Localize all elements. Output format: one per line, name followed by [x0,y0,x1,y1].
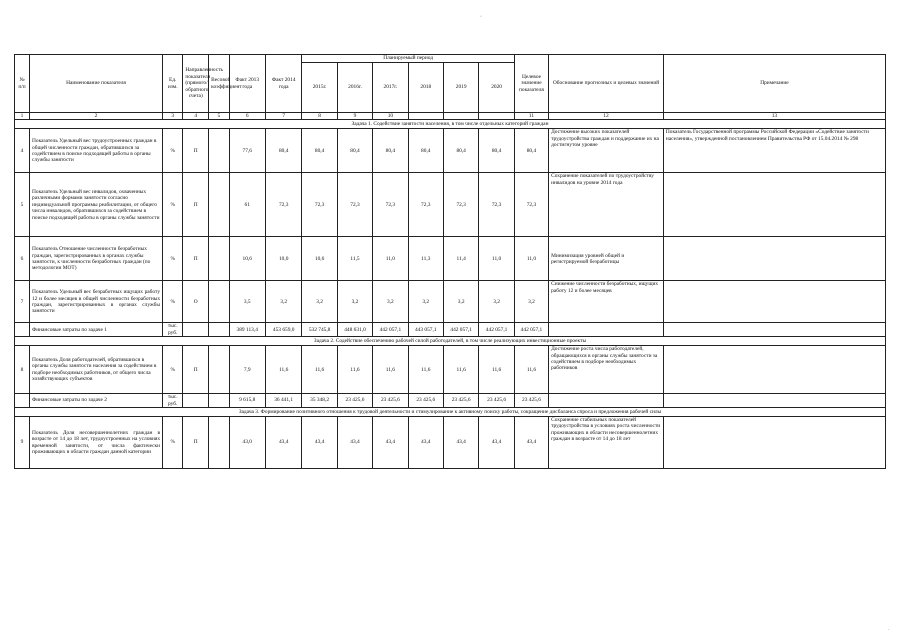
finance-weight-cell [209,323,229,337]
finance-note-cell [663,323,885,337]
indicator-row [15,281,886,323]
finance-direction-cell [183,394,209,408]
justification-cell: Сохранение показателей по трудоустройству инвалидов на уровне 2014 года [549,173,664,237]
year-value-cell: 80,4 [479,129,514,173]
year-value-cell: 11,6 [479,346,514,394]
task-header-row [15,408,886,417]
year-value-cell: 80,4 [302,129,337,173]
note-cell [663,281,885,323]
task-title: Задача 2. Содействие обеспечению рабочей силой работодателей, в том числе реализующих инвестиционные проекты [15,337,886,346]
note-cell: Показатель Государственной программы Российской Федерации «Содействие занятости населения», утвержденной постановлением Правительства РФ от 15.04.2014 № 298 [663,129,885,173]
year-value-cell: 11,4 [443,237,478,281]
task-title: Задача 3. Формирование позитивного отношения к трудовой деятельности и стимулирование к активному поиску работы, сокращение дисбаланса спроса и предложения рабочей силы [15,408,886,417]
year-value-cell: 10,6 [302,237,337,281]
weight-cell [209,417,229,469]
col-number: 13 [663,113,885,120]
finance-year-cell: 442 057,1 [479,323,514,337]
year-value-cell: 72,3 [479,173,514,237]
indicators-table [14,54,886,469]
year-value-cell: 43,4 [337,417,372,469]
indicator-row [15,346,886,394]
row-num: 4 [15,129,30,173]
indicator-name: Показатель Отношение численности безработных граждан, зарегистрированных в органах службы занятости, к численности безработных граждан (по методологии МОТ) [30,237,163,281]
finance-2014: 453 659,0 [265,323,301,337]
header-year: 2017г. [373,63,408,113]
weight-cell [209,129,229,173]
year-value-cell: 72,3 [373,173,408,237]
finance-year-cell: 23 425,6 [443,394,478,408]
finance-2014: 36 441,1 [265,394,301,408]
col-number: 6 [229,113,265,120]
year-value-cell: 80,4 [373,129,408,173]
year-value-cell: 11,6 [408,346,443,394]
indicator-name: Показатель Удельный вес трудоустроенных граждан в общей численности граждан, обратившихся за содействием в поиске подходящей работы в органы службы занятости [30,129,163,173]
note-cell [663,417,885,469]
header-num: № п/п [15,55,30,113]
row-num: 5 [15,173,30,237]
finance-direction-cell [183,323,209,337]
finance-year-cell: 23 425,6 [373,394,408,408]
direction-cell: П [183,173,209,237]
finance-num-cell [15,394,30,408]
task-header-row [15,337,886,346]
year-value-cell: 72,3 [337,173,372,237]
finance-year-cell: 443 057,1 [408,323,443,337]
year-value-cell: 43,4 [443,417,478,469]
year-value-cell: 80,4 [408,129,443,173]
col-number [408,113,443,120]
justification-cell: Сохранение стабильных показателей трудоустройства в условиях роста численности проживающих в области несовершеннолетних граждан в возрасте от 14 до 18 лет [549,417,664,469]
col-number: 5 [209,113,229,120]
finance-target: 23 425,6 [514,394,548,408]
fact-2014-cell: 43,4 [265,417,301,469]
row-num: 7 [15,281,30,323]
justification-cell: Снижение численности безработных, ищущих работу 12 и более месяцев [549,281,664,323]
unit-cell: % [163,173,183,237]
header-year: 2018 [408,63,443,113]
year-value-cell: 3,2 [408,281,443,323]
col-number: 3 [163,113,183,120]
unit-cell: % [163,417,183,469]
header-year: 2016г. [337,63,372,113]
year-value-cell: 72,3 [302,173,337,237]
finance-justification-cell [549,394,664,408]
col-number: 7 [265,113,301,120]
unit-cell: % [163,281,183,323]
fact-2013-cell: 10,6 [229,237,265,281]
direction-cell: П [183,346,209,394]
header-direction: Направленность показателя (прямого/ обратного счета) [183,55,209,113]
fact-2013-cell: 3,5 [229,281,265,323]
indicator-row [15,237,886,281]
scan-speck: · [480,14,482,20]
justification-cell: Достижение роста числа работодателей, обращающихся в органы службы занятости за содействием в подборе необходимых работников [549,346,664,394]
year-value-cell: 43,4 [373,417,408,469]
col-number [443,113,478,120]
unit-cell: % [163,346,183,394]
indicator-row [15,129,886,173]
fact-2013-cell: 43,0 [229,417,265,469]
col-number: 9 [337,113,372,120]
fact-2014-cell: 11,6 [265,346,301,394]
finance-year-cell: 23 425,6 [408,394,443,408]
unit-cell: % [163,129,183,173]
fact-2014-cell: 80,4 [265,129,301,173]
year-value-cell: 11,6 [373,346,408,394]
indicator-name: Показатель Доля работодателей, обратившихся в органы службы занятости населения за содействием в подборе необходимых работников, от общего числа хозяйствующих субъектов [30,346,163,394]
finance-year-cell: 442 057,1 [443,323,478,337]
target-cell: 3,2 [514,281,548,323]
row-num: 9 [15,417,30,469]
header-target: Целевое значение показателя [514,55,548,113]
year-value-cell: 43,4 [408,417,443,469]
fact-2013-cell: 77,6 [229,129,265,173]
year-value-cell: 80,4 [443,129,478,173]
finance-label: Финансовые затраты по задаче 2 [30,394,163,408]
year-value-cell: 11,0 [479,237,514,281]
year-value-cell: 72,3 [443,173,478,237]
target-cell: 11,6 [514,346,548,394]
header-name: Наименование показателя [30,55,163,113]
year-value-cell: 3,2 [443,281,478,323]
col-number: 4 [183,113,209,120]
task-header-row [15,120,886,129]
header-fact-2014: Факт 2014 года [265,55,301,113]
weight-cell [209,173,229,237]
finance-unit: тыс. руб. [163,323,183,337]
year-value-cell: 43,4 [479,417,514,469]
indicator-name: Показатель Доля несовершеннолетних граждан в возрасте от 14 до 18 лет, трудоустроенных на условиях временной занятости, от числа фактически проживающих в области граждан данной категории [30,417,163,469]
year-value-cell: 11,6 [302,346,337,394]
year-value-cell: 11,6 [443,346,478,394]
note-cell [663,173,885,237]
year-value-cell: 43,4 [302,417,337,469]
finance-row [15,323,886,337]
year-value-cell: 3,2 [302,281,337,323]
col-number: 12 [549,113,664,120]
row-num: 6 [15,237,30,281]
target-cell: 72,3 [514,173,548,237]
column-numbers-row [15,113,886,120]
year-value-cell: 3,2 [479,281,514,323]
fact-2013-cell: 7,9 [229,346,265,394]
justification-cell: Минимизация уровней общей и регистрируемой безработицы [549,237,664,281]
finance-target: 442 057,1 [514,323,548,337]
year-value-cell: 11,6 [337,346,372,394]
direction-cell: П [183,237,209,281]
note-cell [663,346,885,394]
year-value-cell: 11,3 [408,237,443,281]
header-year: 2019 [443,63,478,113]
indicator-name: Показатель Удельный вес инвалидов, охваченных различными формами занятости согласно индивидуальной программы реабилитации, от общего числа инвалидов, обратившихся за содействием в поиске подходящей работы в органы службы занятости [30,173,163,237]
finance-weight-cell [209,394,229,408]
unit-cell: % [163,237,183,281]
finance-year-cell: 442 057,1 [373,323,408,337]
scan-mark: · [888,628,890,633]
finance-year-cell: 23 425,6 [479,394,514,408]
col-number: 8 [302,113,337,120]
fact-2014-cell: 3,2 [265,281,301,323]
header-note: Примечание [663,55,885,113]
finance-year-cell: 35 348,2 [302,394,337,408]
justification-cell: Достижение высоких показателей трудоустройства граждан и поддержание их на достигнутом уровне [549,129,664,173]
finance-year-cell: 448 631,0 [337,323,372,337]
finance-note-cell [663,394,885,408]
fact-2014-cell: 10,0 [265,237,301,281]
year-value-cell: 3,2 [337,281,372,323]
finance-2013: 9 615,8 [229,394,265,408]
direction-cell: П [183,129,209,173]
col-number: 11 [514,113,548,120]
target-cell: 43,4 [514,417,548,469]
weight-cell [209,346,229,394]
direction-cell: П [183,417,209,469]
col-number: 2 [30,113,163,120]
header-year: 2020 [479,63,514,113]
year-value-cell: 72,3 [408,173,443,237]
header-justification: Обоснование прогнозных и целевых значений [549,55,664,113]
target-cell: 80,4 [514,129,548,173]
fact-2013-cell: 61 [229,173,265,237]
finance-year-cell: 532 745,8 [302,323,337,337]
finance-justification-cell [549,323,664,337]
header-unit: Ед. изм. [163,55,183,113]
header-weight: Весовой коэффициент [209,55,229,113]
finance-label: Финансовые затраты по задаче 1 [30,323,163,337]
header-fact-2013: Факт 2013 года [229,55,265,113]
col-number [479,113,514,120]
finance-unit: тыс. руб. [163,394,183,408]
row-num: 8 [15,346,30,394]
year-value-cell: 11,5 [337,237,372,281]
col-number: 1 [15,113,30,120]
finance-year-cell: 23 425,6 [337,394,372,408]
finance-num-cell [15,323,30,337]
indicator-row [15,417,886,469]
finance-row [15,394,886,408]
col-number: 10 [373,113,408,120]
finance-2013: 389 113,4 [229,323,265,337]
task-title: Задача 1. Содействие занятости населения, в том числе отдельных категорий граждан [15,120,886,129]
header-forecast-group: Планируемый период [302,55,514,63]
indicator-row [15,173,886,237]
fact-2014-cell: 72,3 [265,173,301,237]
header-year: 2015г. [302,63,337,113]
year-value-cell: 11,0 [373,237,408,281]
weight-cell [209,237,229,281]
weight-cell [209,281,229,323]
indicator-name: Показатель Удельный вес безработных ищущих работу 12 и более месяцев в общей численности безработных граждан, зарегистрированных в органах службы занятости [30,281,163,323]
year-value-cell: 80,4 [337,129,372,173]
note-cell [663,237,885,281]
direction-cell: О [183,281,209,323]
target-cell: 11,0 [514,237,548,281]
year-value-cell: 3,2 [373,281,408,323]
